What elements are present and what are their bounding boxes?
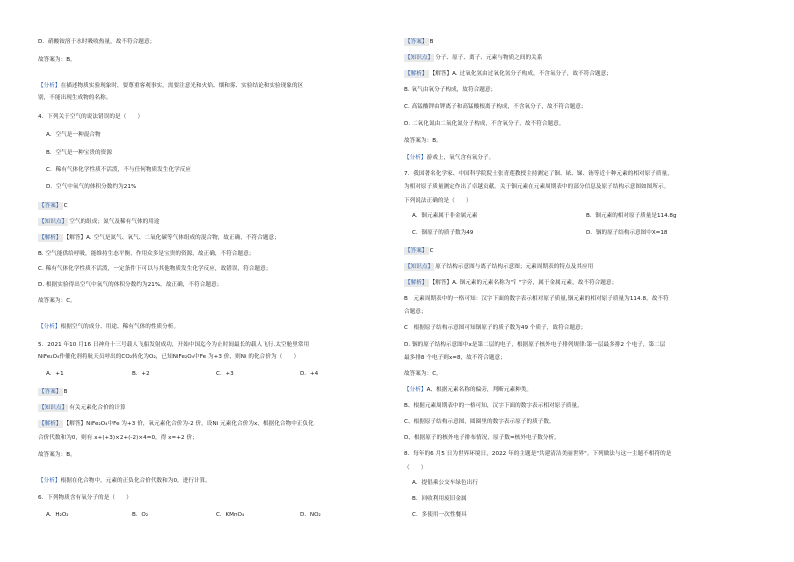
answer-tag: 【答案】: [405, 39, 428, 45]
question-6: 6．下列物质含有氧分子的是（ ）: [38, 495, 132, 501]
text-line: 故答案为：B。: [404, 138, 442, 144]
knowledge-line: [38, 218, 160, 226]
analysis-text: 根据在化合物中，元素的正负化合价代数和为0，进行计算。: [60, 478, 211, 484]
option-a: A．空气是一种混合物: [46, 132, 101, 138]
analysis-text: 根据空气的成分、用途、稀有气体的性质分析。: [60, 324, 180, 330]
text-line: B. 空气能供给呼吸，能维持生态平衡，作用众多是宝贵的资源，故正确，不符合题意；: [38, 251, 255, 257]
analysis-text: A、根据元素名称的偏旁，判断元素种类。: [426, 387, 533, 393]
option-d: D．NO₂: [300, 512, 321, 518]
text-line: 别，不能出现生成物的名称。: [38, 95, 112, 101]
question-5-cont: NiFe₂O₄作催化剂将航天员呼出的CO₂转化为O₂，已知NiFe₂O₄中Fe 为+3 价，则Ni 的化合价为（ ）: [38, 354, 300, 360]
answer-value: C: [63, 203, 68, 209]
text-line: 合题意；: [404, 309, 427, 315]
analysis-tag: 【分析】: [404, 155, 427, 161]
answer-tag: 【答案】: [405, 248, 428, 254]
option-a: A．+1: [46, 371, 64, 377]
text-line: B. 氧气由氧分子构成，故符合题意；: [404, 87, 497, 93]
question-5: 5．2021 年10 月16 日神舟十三号载人飞船发射成功，开始中国迄今为止时间最长的载人飞行.太空舱里常用: [38, 342, 310, 348]
knowledge-tag: 【知识点】: [405, 55, 434, 61]
option-c: C．稀有气体化学性质不活泼，不与任何物质发生化学反应: [46, 167, 192, 173]
option-d: D．铟的原子结构示意图中X=18: [586, 230, 668, 236]
analysis-line: [404, 154, 494, 162]
text-line: B 元素周期表中的一格可知：汉字下面的数字表示相对原子质量,铟元素的相对原子质量为114.8，故不符: [404, 296, 669, 302]
text-line: 故答案为：B。: [38, 57, 76, 63]
knowledge-text: 空气的组成；氮气及稀有气体的用途: [69, 219, 160, 225]
text-line: D、根据原子的核外电子排布情况，原子数=核外电子数分析。: [404, 435, 560, 441]
option-b: B．+2: [132, 371, 150, 377]
text-line: 最多排8 个电子则x=8，故不符合题意；: [404, 355, 506, 361]
analysis-line: [404, 386, 532, 394]
analysis-line: [38, 323, 179, 331]
analysis-tag: 【分析】: [38, 478, 61, 484]
explanation-tag: 【解析】: [39, 421, 62, 427]
analysis-tag: 【分析】: [404, 387, 427, 393]
answer-line: [404, 247, 434, 255]
knowledge-tag: 【知识点】: [405, 264, 434, 270]
option-b: B．空气是一种宝贵的资源: [46, 150, 112, 156]
explanation-text: 【解答】A. 铟元素的元素名称为"钅"字旁，属于金属元素，故不符合题意；: [429, 280, 618, 286]
option-c: C．+3: [216, 371, 234, 377]
text-line: D. 铟的原子结构示意图中x是第二层的电子，根据原子核外电子排列规律:第一层最多排2 个电子，第二层: [404, 342, 666, 348]
option-a: A．H₂O₂: [46, 512, 69, 518]
explanation-tag: 【解析】: [39, 235, 62, 241]
option-c: C．KMnO₄: [216, 512, 245, 518]
explanation-text: 【解答】A. 空气是氮气、氧气、二氧化碳等气体组成的混合物，故正确，不符合题意；: [63, 235, 280, 241]
knowledge-text: 分子、原子、离子、元素与物质之间的关系: [435, 55, 543, 61]
question-7-cont: 下列说法正确的是（ ）: [404, 198, 472, 204]
knowledge-line: [404, 263, 593, 271]
explanation-line: [38, 420, 314, 428]
text-line: D. 二氧化氮由二氧化氮分子构成，不含氧分子，故不符合题意。: [404, 121, 565, 127]
knowledge-tag: 【知识点】: [39, 219, 68, 225]
explanation-line: [404, 70, 612, 78]
question-7: 7．我国著名化学家、中国科学院院士张青莲教授主持测定了铟、铱、锑、铕等近十种元素的相对原子质量，: [404, 171, 673, 177]
option-b: B．回收利用废旧金属: [412, 496, 467, 502]
text-line: 故答案为：B。: [38, 452, 76, 458]
answer-tag: 【答案】: [39, 389, 62, 395]
analysis-tag: 【分析】: [38, 83, 61, 89]
text-line: C 根据原子结构示意图可知铟原子的质子数为49 个质子，故符合题意；: [404, 325, 587, 331]
question-8: 8．每年的6 月5 日为世界环境日，2022 年的主题是"共建清洁美丽世界"。下列做法与这一主题不相符的是: [404, 451, 672, 457]
answer-value: C: [429, 248, 434, 254]
text-line: 合价代数和为0，则有 x+(+3)×2+(-2)×4=0，得 x=+2 价；: [38, 435, 198, 441]
text-line: D. 根据实验得出空气中氧气的体积分数约为21%，故正确，不符合题意；: [38, 282, 223, 288]
analysis-tag: 【分析】: [38, 324, 61, 330]
knowledge-tag: 【知识点】: [39, 405, 68, 411]
answer-value: B: [429, 39, 434, 45]
answer-line: [38, 388, 67, 396]
question-8-cont: （ ）: [404, 465, 427, 471]
explanation-text: 【解答】NiFe₂O₄中Fe 为+3 价，氧元素化合价为-2 价，设Ni 元素化合价为x，根据化合物中正负化: [63, 421, 314, 427]
option-d: D．空气中氧气的体积分数约为21%: [46, 184, 137, 190]
explanation-text: 【解答】A. 过氧化氢由过氧化氢分子构成，不含氧分子，故不符合题意；: [429, 71, 612, 77]
knowledge-line: [38, 404, 126, 412]
knowledge-line: [404, 54, 542, 62]
analysis-text: 游戏上，氧气含有氧分子。: [426, 155, 495, 161]
option-d: D．+4: [300, 371, 319, 377]
option-c: C．多使用一次性餐具: [412, 512, 467, 518]
option-a: A．铟元素属于非金属元素: [412, 213, 478, 219]
knowledge-text: 有关元素化合价的计算: [69, 405, 126, 411]
analysis-text: 在描述物质实验现象时，要尊重客观事实，需要注意光和火焰、烟和雾、实验结论和实验现象的区: [60, 83, 304, 89]
answer-tag: 【答案】: [39, 203, 62, 209]
explanation-tag: 【解析】: [405, 71, 428, 77]
text-line: C. 稀有气体化学性质不活泼，一定条件下可以与其他物质发生化学反应，故错误，符合题意；: [38, 266, 272, 272]
text-line: C、根据原子结构示意图，圆圈里的数字表示原子的质子数。: [404, 419, 555, 425]
option-a: A．提倡乘公交车绿色出行: [412, 480, 478, 486]
answer-value: B: [63, 389, 68, 395]
explanation-tag: 【解析】: [405, 280, 428, 286]
text-line: B、根据元素周期表中的一格可知，汉字下面的数字表示相对原子质量。: [404, 403, 583, 409]
option-b: B．铟元素的相对原子质量是114.8g: [586, 213, 677, 219]
analysis-line: [38, 477, 211, 485]
text-line: 故答案为：C。: [404, 371, 442, 377]
answer-line: [38, 202, 68, 210]
analysis-line: [38, 82, 303, 90]
text-line: C. 高锰酸钾由钾离子和高锰酸根离子构成，不含氧分子，故不符合题意；: [404, 104, 587, 110]
question-7-cont: 为相对原子质量测定作出了卓越贡献。关于铟元素在元素周期表中的部分信息及原子结构示意图如图所示。: [404, 184, 670, 190]
question-4: 4．下列关于空气的说法错误的是（ ）: [38, 114, 144, 120]
knowledge-text: 原子结构示意图与离子结构示意图；元素周期表的特点及其应用: [435, 264, 594, 270]
text-line: D．硝酸铵溶于水时吸收热量，故不符合题意；: [38, 39, 156, 45]
option-c: C．铟原子的质子数为49: [412, 230, 474, 236]
explanation-line: [38, 234, 280, 242]
answer-line: [404, 38, 433, 46]
explanation-line: [404, 279, 617, 287]
text-line: 故答案为：C。: [38, 298, 76, 304]
option-b: B．O₂: [132, 512, 149, 518]
